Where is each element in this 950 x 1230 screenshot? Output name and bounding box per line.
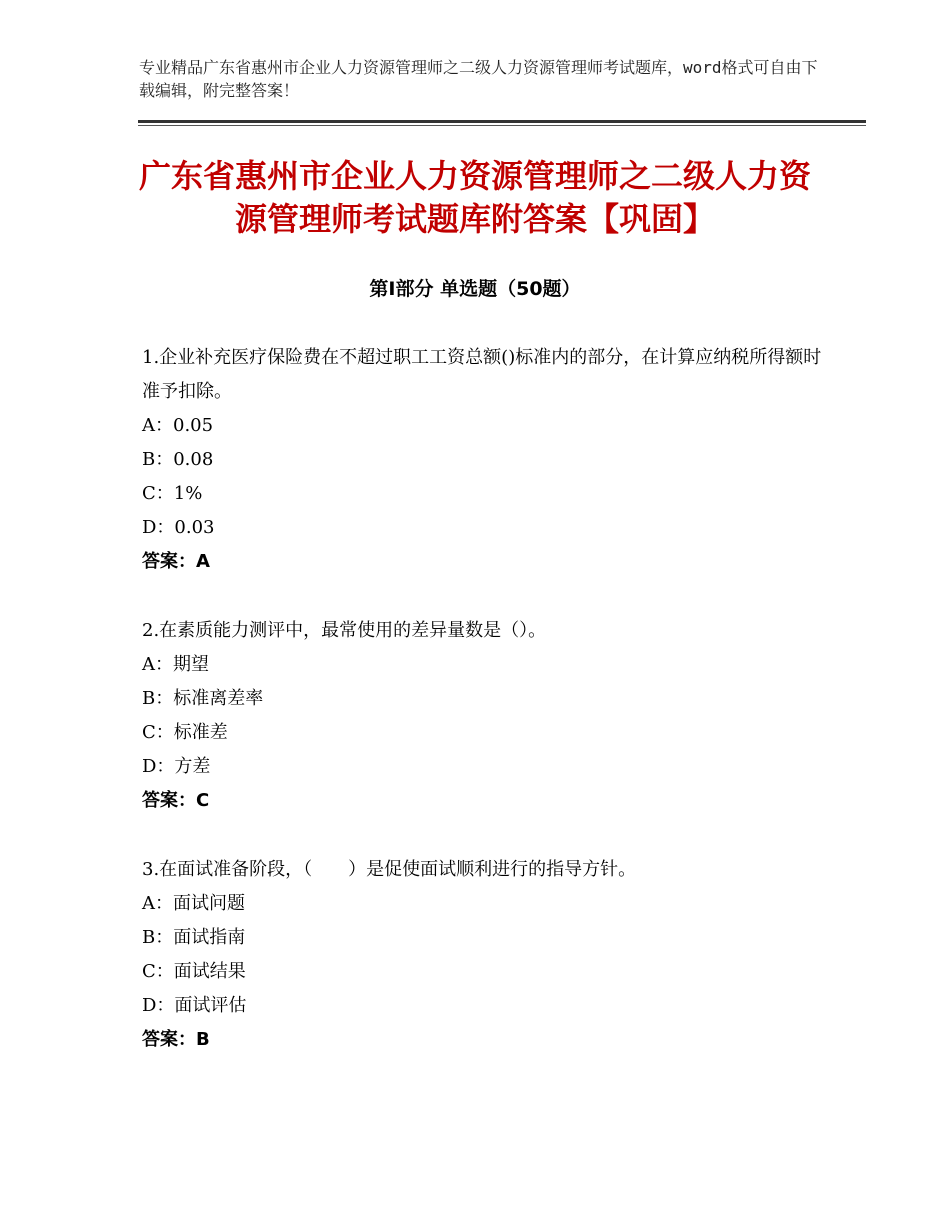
option-c: C：面试结果 — [142, 961, 246, 982]
option-b: B：0.08 — [142, 449, 214, 470]
question-stem: 2.在素质能力测评中，最常使用的差异量数是（）。 — [142, 620, 547, 641]
answer-text: 答案：C — [142, 790, 210, 811]
option-d: D：方差 — [142, 756, 211, 777]
header-divider — [138, 120, 866, 126]
option-a: A：面试问题 — [142, 893, 245, 914]
question-list — [142, 341, 822, 1092]
question-3 — [142, 853, 822, 1057]
section-title: 第Ⅰ部分 单选题（50题） — [369, 278, 581, 300]
option-c: C：标准差 — [142, 722, 228, 743]
header-note: 专业精品广东省惠州市企业人力资源管理师之二级人力资源管理师考试题库，word格式可自由下载编辑，附完整答案！ — [139, 58, 818, 100]
question-2 — [142, 614, 822, 818]
question-stem: 3.在面试准备阶段，（ ）是促使面试顺利进行的指导方针。 — [142, 859, 637, 880]
answer-text: 答案：A — [142, 551, 210, 572]
option-d: D：0.03 — [142, 517, 215, 538]
option-c: C：1% — [142, 483, 203, 504]
option-b: B：标准离差率 — [142, 688, 264, 709]
option-b: B：面试指南 — [142, 927, 246, 948]
answer-text: 答案：B — [142, 1029, 210, 1050]
option-a: A：0.05 — [142, 415, 214, 436]
document-title: 广东省惠州市企业人力资源管理师之二级人力资源管理师考试题库附答案【巩固】 — [138, 157, 811, 238]
option-a: A：期望 — [142, 654, 209, 675]
question-1 — [142, 341, 822, 579]
question-stem: 1.企业补充医疗保险费在不超过职工工资总额()标准内的部分，在计算应纳税所得额时准予扣除。 — [142, 347, 822, 402]
option-d: D：面试评估 — [142, 995, 247, 1016]
